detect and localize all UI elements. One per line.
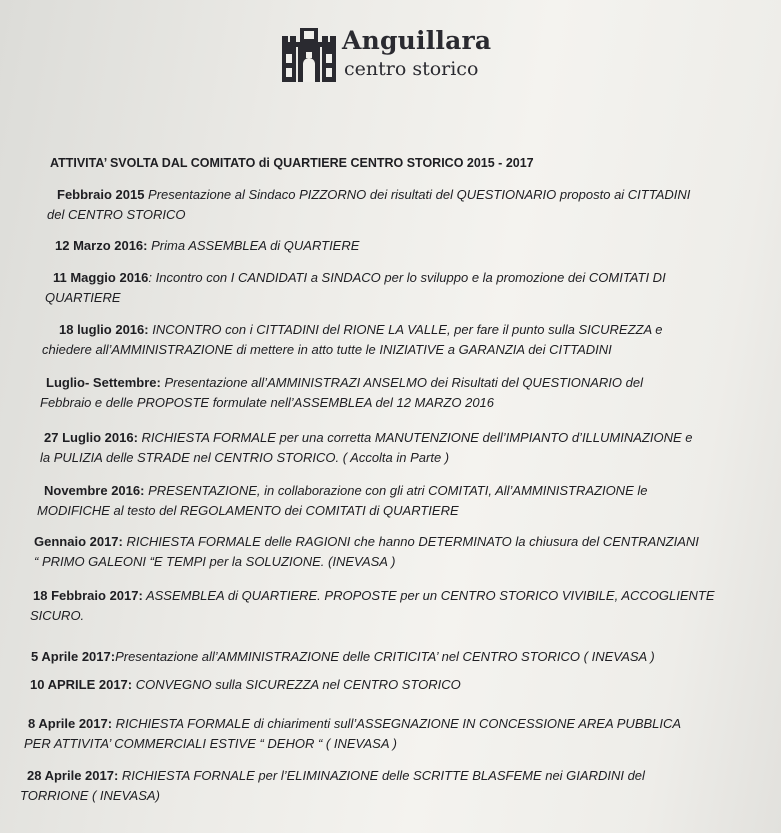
activity-description: RICHIESTA FORMALE per una corretta MANUTENZIONE dell’IMPIANTO d’ILLUMINAZIONE e xyxy=(137,430,693,445)
document-title: ATTIVITA’ SVOLTA DAL COMITATO di QUARTIERE CENTRO STORICO 2015 - 2017 xyxy=(50,156,534,170)
activity-entry-line xyxy=(57,185,690,205)
activity-description: del CENTRO STORICO xyxy=(47,207,186,222)
activity-description: SICURO. xyxy=(30,608,85,623)
activity-entry-line xyxy=(55,236,359,256)
activity-description: QUARTIERE xyxy=(45,290,121,305)
activity-entry-line xyxy=(24,734,397,754)
activity-date: 5 Aprile 2017: xyxy=(31,649,116,664)
activity-entry-line xyxy=(27,766,645,786)
activity-entry-line xyxy=(20,786,160,806)
activity-description: INCONTRO con i CITTADINI del RIONE LA VALLE, per fare il punto sulla SICUREZZA e xyxy=(148,322,663,337)
activity-entry-line xyxy=(42,340,612,360)
activity-date: 27 Luglio 2016: xyxy=(44,430,138,445)
activity-entry-line xyxy=(30,675,461,695)
activity-description: MODIFICHE al testo del REGOLAMENTO dei COMITATI di QUARTIERE xyxy=(37,503,459,518)
activity-entry-line xyxy=(34,552,395,572)
activity-entry-line xyxy=(28,714,681,734)
activity-description: “ PRIMO GALEONI “E TEMPI per la SOLUZIONE. (INEVASA ) xyxy=(34,554,396,569)
activity-date: 12 Marzo 2016: xyxy=(55,238,148,253)
activity-entry-line xyxy=(53,268,666,288)
activity-description: PER ATTIVITA’ COMMERCIALI ESTIVE “ DEHOR “ ( INEVASA ) xyxy=(24,736,397,751)
activity-date: 11 Maggio 2016 xyxy=(53,270,149,285)
castle-tower-icon xyxy=(280,28,338,84)
activity-entry-line xyxy=(34,532,699,552)
activity-description: RICHIESTA FORNALE per l’ELIMINAZIONE delle SCRITTE BLASFEME nei GIARDINI del xyxy=(118,768,645,783)
activity-date: 18 Febbraio 2017: xyxy=(33,588,143,603)
activity-date: 18 luglio 2016: xyxy=(59,322,149,337)
activity-description: RICHIESTA FORMALE delle RAGIONI che hanno DETERMINATO la chiusura del CENTRANZIANI xyxy=(122,534,699,549)
activity-entry-line xyxy=(40,448,449,468)
activity-date: 8 Aprile 2017: xyxy=(28,716,113,731)
activity-date: Luglio- Settembre: xyxy=(46,375,161,390)
activity-description: la PULIZIA delle STRADE nel CENTRIO STORICO. ( Accolta in Parte ) xyxy=(40,450,450,465)
logo-name: Anguillara xyxy=(342,26,492,55)
logo-subtitle: centro storico xyxy=(344,58,479,80)
activity-entry-line xyxy=(45,288,121,308)
activity-description: : Incontro con I CANDIDATI a SINDACO per lo sviluppo e la promozione dei COMITATI DI xyxy=(148,270,666,285)
activity-description: Febbraio e delle PROPOSTE formulate nell’ASSEMBLEA del 12 MARZO 2016 xyxy=(40,395,495,410)
activity-description: TORRIONE ( INEVASA) xyxy=(20,788,160,803)
activity-entry-line xyxy=(31,647,655,667)
activity-entry-line xyxy=(40,393,494,413)
activity-entry-line xyxy=(30,606,84,626)
activity-entry-line xyxy=(47,205,185,225)
activity-entry-line xyxy=(44,481,647,501)
activity-entry-line xyxy=(46,373,643,393)
activity-entry-line xyxy=(59,320,663,340)
activity-date: 10 APRILE 2017: xyxy=(30,677,133,692)
activity-description: chiedere all’AMMINISTRAZIONE di mettere in atto tutte le INIZIATIVE a GARANZIA dei CITTADINI xyxy=(42,342,612,357)
activity-date: Gennaio 2017: xyxy=(34,534,123,549)
activity-date: Novembre 2016: xyxy=(44,483,145,498)
activity-description: Presentazione al Sindaco PIZZORNO dei risultati del QUESTIONARIO proposto ai CITTADINI xyxy=(144,187,691,202)
activity-entry-line xyxy=(33,586,715,606)
activity-description: ASSEMBLEA di QUARTIERE. PROPOSTE per un CENTRO STORICO VIVIBILE, ACCOGLIENTE xyxy=(142,588,715,603)
activity-entry-line xyxy=(44,428,692,448)
activity-description: PRESENTAZIONE, in collaborazione con gli atri COMITATI, All’AMMINISTRAZIONE le xyxy=(144,483,648,498)
activity-description: Presentazione all’AMMINISTRAZIONE delle CRITICITA’ nel CENTRO STORICO ( INEVASA ) xyxy=(115,649,655,664)
logo xyxy=(280,26,520,86)
activity-description: CONVEGNO sulla SICUREZZA nel CENTRO STORICO xyxy=(132,677,461,692)
activity-date: Febbraio 2015 xyxy=(57,187,145,202)
activity-description: Prima ASSEMBLEA di QUARTIERE xyxy=(147,238,360,253)
activity-description: Presentazione all’AMMINISTRAZI ANSELMO dei Risultati del QUESTIONARIO del xyxy=(160,375,643,390)
activity-entry-line xyxy=(37,501,459,521)
activity-date: 28 Aprile 2017: xyxy=(27,768,119,783)
activity-description: RICHIESTA FORMALE di chiarimenti sull’ASSEGNAZIONE IN CONCESSIONE AREA PUBBLICA xyxy=(112,716,682,731)
